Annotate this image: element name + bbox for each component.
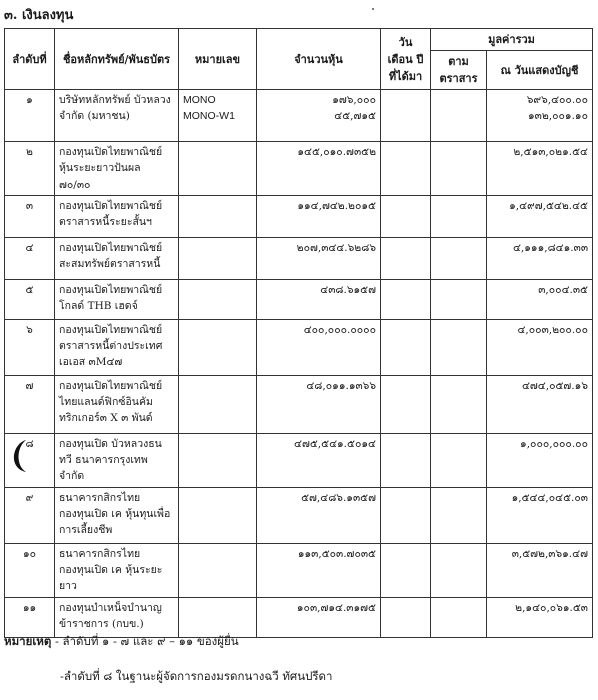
table-row	[5, 543, 593, 597]
table-row	[5, 195, 593, 237]
cell-name: กองทุนเปิดไทยพาณิชย์ ไทยแลนด์ฟิกซ์อินคัม ทริกเกอร์๓ X ๓ พันด์	[55, 375, 179, 433]
table-row	[5, 487, 593, 543]
cell-symbol	[179, 319, 257, 375]
units-value: ๑๑๔,๗๔๒.๒๐๑๕	[297, 199, 376, 212]
cell-name: กองทุนเปิดไทยพาณิชย์ ตราสารหนี้ต่างประเทศ เอเอส ๓M๔๗	[55, 319, 179, 375]
remark-label: หมายเหตุ	[4, 634, 52, 648]
cell-symbol	[179, 237, 257, 279]
cell-name: กองทุนเปิด บัวหลวงธนทวี ธนาคารกรุงเทพ จำกัด	[55, 433, 179, 487]
cell-no: ๕	[5, 279, 55, 319]
cell-par	[431, 597, 487, 637]
table-row	[5, 279, 593, 319]
cell-units	[257, 237, 381, 279]
cell-name: ธนาคารกสิกรไทย กองทุนเปิด เค หุ้นทุนเพื่อการเลี้ยงชีพ	[55, 487, 179, 543]
cell-date	[381, 142, 431, 196]
cell-par	[431, 487, 487, 543]
units-value: ๔๓๘.๖๑๕๗	[320, 283, 376, 296]
units-value: ๑๐๓,๗๑๔.๓๑๗๕	[296, 601, 376, 614]
cell-date	[381, 319, 431, 375]
cell-book	[487, 487, 593, 543]
cell-symbol	[179, 543, 257, 597]
cell-no: ๔	[5, 237, 55, 279]
cell-name: กองทุนเปิดไทยพาณิชย์ โกลด์ THB เฮดจ์	[55, 279, 179, 319]
cell-symbol	[179, 142, 257, 196]
cell-no: ๑๐	[5, 543, 55, 597]
cell-book	[487, 543, 593, 597]
cell-book	[487, 319, 593, 375]
units-value: ๔๘,๐๑๑.๑๓๖๖	[306, 379, 376, 392]
section-title: ๓. เงินลงทุน	[4, 8, 74, 23]
cell-date	[381, 279, 431, 319]
book-value: ๒,๕๑๓,๐๒๑.๕๔	[513, 146, 588, 159]
cell-units	[257, 195, 381, 237]
cell-name: กองทุนเปิดไทยพาณิชย์ หุ้นระยะยาวปันผล ๗๐/๓๐	[55, 142, 179, 196]
units-value: ๑๗๖,๐๐๐	[332, 94, 376, 107]
cell-no: ๖	[5, 319, 55, 375]
cell-par	[431, 319, 487, 375]
cell-par	[431, 375, 487, 433]
cell-book	[487, 597, 593, 637]
cell-units	[257, 543, 381, 597]
table-row	[5, 375, 593, 433]
cell-book	[487, 90, 593, 142]
header-row	[5, 29, 593, 51]
cell-symbol	[179, 375, 257, 433]
cell-book	[487, 433, 593, 487]
cell-date	[381, 237, 431, 279]
scan-dot	[372, 8, 374, 10]
cell-book	[487, 375, 593, 433]
cell-par	[431, 433, 487, 487]
units-value: ๔๗๕,๕๔๑.๕๐๑๔	[294, 437, 376, 450]
cell-symbol	[179, 279, 257, 319]
book-value: ๓,๕๗๒,๓๖๑.๔๗	[511, 547, 588, 560]
cell-name: กองทุนเปิดไทยพาณิชย์ สะสมทรัพย์ตราสารหนี้	[55, 237, 179, 279]
book-value: ๔๗๔,๐๕๗.๑๖	[521, 379, 588, 392]
remark-line-2: -ลำดับที่ ๘ ในฐานะผู้จัดการกองมรดกนางฉวี ทัศนปรีดา	[60, 669, 333, 683]
cell-no: ๑	[5, 90, 55, 142]
cell-units	[257, 433, 381, 487]
units-value: ๕๗,๔๘๖.๑๓๕๗	[301, 491, 376, 504]
cell-date	[381, 543, 431, 597]
table-row	[5, 90, 593, 142]
book-value: ๑๓๒,๐๐๑.๑๐	[528, 110, 588, 123]
book-value: ๑,๔๙๗,๕๔๒.๔๕	[509, 199, 588, 212]
cell-date	[381, 433, 431, 487]
cell-date	[381, 487, 431, 543]
scan-artifact	[4, 438, 34, 474]
units-value: ๑๔๕,๐๑๐.๗๓๕๒	[297, 146, 376, 159]
book-value: ๒,๑๔๐,๐๖๑.๕๓	[515, 601, 588, 614]
cell-no: ๓	[5, 195, 55, 237]
header-name: ชื่อหลักทรัพย์/พันธบัตร	[55, 29, 179, 90]
cell-book	[487, 279, 593, 319]
cell-units	[257, 375, 381, 433]
units-value: ๔๕,๗๑๕	[334, 110, 376, 123]
table-row	[5, 433, 593, 487]
cell-symbol	[179, 487, 257, 543]
cell-par	[431, 195, 487, 237]
header-par: ตามตราสาร	[431, 51, 487, 90]
cell-no: ๗	[5, 375, 55, 433]
cell-name: กองทุนบำเหน็จบำนาญ ข้าราชการ (กบข.)	[55, 597, 179, 637]
book-value: ๓,๐๐๔.๓๕	[538, 283, 588, 296]
cell-units	[257, 279, 381, 319]
cell-units	[257, 90, 381, 142]
cell-name: ธนาคารกสิกรไทย กองทุนเปิด เค หุ้นระยะยาว	[55, 543, 179, 597]
table-body	[5, 90, 593, 637]
remark-text: - ลำดับที่ ๑ - ๗ และ ๙ – ๑๑ ของผู้ยื่น	[51, 634, 239, 648]
cell-par	[431, 237, 487, 279]
cell-units	[257, 487, 381, 543]
cell-units	[257, 142, 381, 196]
table-row	[5, 319, 593, 375]
units-value: ๑๑๓,๕๐๓.๗๐๓๕	[297, 547, 376, 560]
cell-no: ๙	[5, 487, 55, 543]
header-no: ลำดับที่	[5, 29, 55, 90]
cell-date	[381, 375, 431, 433]
remark-line-1	[4, 633, 239, 651]
cell-book	[487, 195, 593, 237]
cell-date	[381, 195, 431, 237]
header-units: จำนวนหุ้น	[257, 29, 381, 90]
cell-units	[257, 597, 381, 637]
cell-units	[257, 319, 381, 375]
cell-no: ๒	[5, 142, 55, 196]
cell-symbol	[179, 597, 257, 637]
cell-date	[381, 597, 431, 637]
book-value: ๑,๕๔๔,๐๔๕.๐๓	[511, 491, 588, 504]
book-value: ๔,๐๐๓,๒๐๐.๐๐	[517, 323, 588, 336]
book-value: ๖๙๖,๔๐๐.๐๐	[526, 94, 588, 107]
header-date: วัน เดือน ปี ที่ได้มา	[381, 29, 431, 90]
cell-par	[431, 543, 487, 597]
cell-par	[431, 90, 487, 142]
table-row	[5, 597, 593, 637]
cell-par	[431, 279, 487, 319]
cell-book	[487, 237, 593, 279]
units-value: ๔๐๐,๐๐๐.๐๐๐๐	[303, 323, 376, 336]
table-row	[5, 237, 593, 279]
symbol-text: MONO-W1	[183, 110, 235, 123]
cell-no: ๘	[5, 433, 55, 487]
header-value-group: มูลค่ารวม	[431, 29, 593, 51]
cell-no: ๑๑	[5, 597, 55, 637]
cell-symbol	[179, 433, 257, 487]
cell-name: บริษัทหลักทรัพย์ บัวหลวง จำกัด (มหาชน)	[55, 90, 179, 142]
cell-symbol	[179, 90, 257, 142]
investment-table	[4, 28, 593, 638]
book-value: ๔,๑๑๑,๘๔๑.๓๓	[512, 241, 588, 254]
book-value: ๑,๐๐๐,๐๐๐.๐๐	[520, 437, 588, 450]
cell-date	[381, 90, 431, 142]
header-symbol: หมายเลข	[179, 29, 257, 90]
units-value: ๒๐๗,๓๔๔.๖๒๘๖	[296, 241, 376, 254]
header-book: ณ วันแสดงบัญชี	[487, 51, 593, 90]
symbol-text: MONO	[183, 94, 216, 107]
cell-par	[431, 142, 487, 196]
table-row	[5, 142, 593, 196]
cell-name: กองทุนเปิดไทยพาณิชย์ ตราสารหนี้ระยะสั้นฯ	[55, 195, 179, 237]
cell-symbol	[179, 195, 257, 237]
cell-book	[487, 142, 593, 196]
